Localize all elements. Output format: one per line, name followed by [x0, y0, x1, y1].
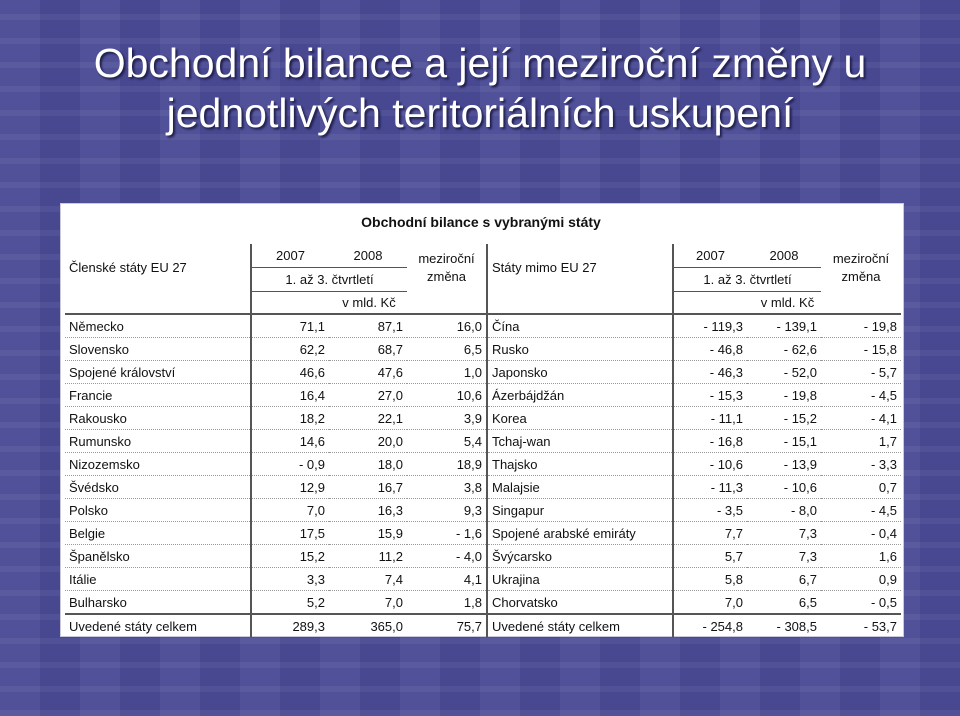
- right-value-change: - 0,5: [821, 591, 901, 615]
- slide-title: [0, 38, 960, 138]
- left-value-2007: 18,2: [251, 407, 329, 430]
- right-value-change: - 4,1: [821, 407, 901, 430]
- right-value-2007: 7,0: [673, 591, 747, 615]
- right-value-change: 0,9: [821, 568, 901, 591]
- left-value-change: 4,1: [407, 568, 487, 591]
- right-value-2007: 7,7: [673, 522, 747, 545]
- right-value-2008: 7,3: [747, 545, 821, 568]
- left-value-2007: 16,4: [251, 384, 329, 407]
- right-total-2008: - 308,5: [747, 614, 821, 637]
- right-country: Ukrajina: [487, 568, 673, 591]
- table-row: [65, 384, 901, 407]
- right-country: Japonsko: [487, 361, 673, 384]
- left-value-change: 6,5: [407, 338, 487, 361]
- table-row: [65, 568, 901, 591]
- left-country: Francie: [65, 384, 251, 407]
- right-country: Chorvatsko: [487, 591, 673, 615]
- left-value-2008: 7,0: [329, 591, 407, 615]
- right-value-2008: - 13,9: [747, 453, 821, 476]
- slide-title-line-1: Obchodní bilance a její meziroční změny u: [93, 40, 867, 86]
- right-value-2008: - 139,1: [747, 314, 821, 338]
- right-value-2007: - 46,8: [673, 338, 747, 361]
- left-value-2007: 3,3: [251, 568, 329, 591]
- left-value-2007: 46,6: [251, 361, 329, 384]
- table-row: [65, 453, 901, 476]
- left-value-2008: 16,7: [329, 476, 407, 499]
- left-period: 1. až 3. čtvrtletí: [251, 268, 407, 292]
- right-country: Singapur: [487, 499, 673, 522]
- left-country: Švédsko: [65, 476, 251, 499]
- right-country: Spojené arabské emiráty: [487, 522, 673, 545]
- right-value-2007: - 16,8: [673, 430, 747, 453]
- table-row: [65, 314, 901, 338]
- left-value-2008: 15,9: [329, 522, 407, 545]
- left-value-2008: 47,6: [329, 361, 407, 384]
- left-value-change: 5,4: [407, 430, 487, 453]
- right-value-2007: - 46,3: [673, 361, 747, 384]
- left-country: Nizozemsko: [65, 453, 251, 476]
- right-value-2007: - 119,3: [673, 314, 747, 338]
- left-value-2008: 16,3: [329, 499, 407, 522]
- left-col-change: meziroční změna: [418, 250, 475, 284]
- left-country: Polsko: [65, 499, 251, 522]
- right-value-2008: - 10,6: [747, 476, 821, 499]
- left-value-change: 3,8: [407, 476, 487, 499]
- table-row: [65, 545, 901, 568]
- left-value-change: 10,6: [407, 384, 487, 407]
- table-row: [65, 522, 901, 545]
- right-value-2008: - 52,0: [747, 361, 821, 384]
- left-value-change: 9,3: [407, 499, 487, 522]
- right-total-label: Uvedené státy celkem: [487, 614, 673, 637]
- right-country: Rusko: [487, 338, 673, 361]
- table-header: [65, 244, 901, 314]
- left-value-2008: 22,1: [329, 407, 407, 430]
- left-value-change: - 4,0: [407, 545, 487, 568]
- right-country: Švýcarsko: [487, 545, 673, 568]
- left-value-2008: 27,0: [329, 384, 407, 407]
- left-value-2007: 5,2: [251, 591, 329, 615]
- left-country: Německo: [65, 314, 251, 338]
- right-value-change: - 4,5: [821, 499, 901, 522]
- right-value-2007: - 3,5: [673, 499, 747, 522]
- right-col-change: meziroční změna: [832, 250, 890, 284]
- table-row: [65, 430, 901, 453]
- right-country: Malajsie: [487, 476, 673, 499]
- left-value-2008: 7,4: [329, 568, 407, 591]
- left-value-change: 1,0: [407, 361, 487, 384]
- left-value-change: 3,9: [407, 407, 487, 430]
- right-country: Čína: [487, 314, 673, 338]
- right-value-2008: - 8,0: [747, 499, 821, 522]
- right-col-2007: 2007: [673, 244, 747, 268]
- right-value-2007: - 15,3: [673, 384, 747, 407]
- left-country: Rumunsko: [65, 430, 251, 453]
- left-value-2007: 12,9: [251, 476, 329, 499]
- table-body: [65, 314, 901, 614]
- right-value-2007: 5,8: [673, 568, 747, 591]
- left-country: Slovensko: [65, 338, 251, 361]
- left-value-2008: 20,0: [329, 430, 407, 453]
- right-value-2008: - 19,8: [747, 384, 821, 407]
- left-value-change: - 1,6: [407, 522, 487, 545]
- left-col-2008: 2008: [329, 244, 407, 268]
- left-country: Belgie: [65, 522, 251, 545]
- left-value-2007: 17,5: [251, 522, 329, 545]
- trade-balance-table-frame: [60, 203, 904, 637]
- right-value-2008: - 15,2: [747, 407, 821, 430]
- right-value-2008: 6,5: [747, 591, 821, 615]
- right-value-2007: 5,7: [673, 545, 747, 568]
- left-total-change: 75,7: [407, 614, 487, 637]
- right-value-change: - 19,8: [821, 314, 901, 338]
- left-value-change: 16,0: [407, 314, 487, 338]
- right-value-change: - 3,3: [821, 453, 901, 476]
- right-value-change: - 0,4: [821, 522, 901, 545]
- left-value-2007: 15,2: [251, 545, 329, 568]
- table-caption: Obchodní bilance s vybranými státy: [361, 214, 601, 230]
- left-value-2007: - 0,9: [251, 453, 329, 476]
- table-row: [65, 591, 901, 615]
- trade-balance-table: [65, 244, 901, 637]
- left-value-change: 18,9: [407, 453, 487, 476]
- left-value-change: 1,8: [407, 591, 487, 615]
- right-group-label: Státy mimo EU 27: [487, 244, 673, 292]
- right-period: 1. až 3. čtvrtletí: [673, 268, 821, 292]
- right-unit: v mld. Kč: [673, 292, 901, 315]
- right-value-change: 1,6: [821, 545, 901, 568]
- right-value-change: 1,7: [821, 430, 901, 453]
- table-row: [65, 499, 901, 522]
- table-row: [65, 361, 901, 384]
- right-value-2008: - 15,1: [747, 430, 821, 453]
- table-totals: [65, 614, 901, 637]
- table-row: [65, 407, 901, 430]
- left-unit: v mld. Kč: [251, 292, 487, 315]
- left-country: Bulharsko: [65, 591, 251, 615]
- right-value-2007: - 10,6: [673, 453, 747, 476]
- left-value-2007: 7,0: [251, 499, 329, 522]
- left-value-2008: 87,1: [329, 314, 407, 338]
- right-value-2007: - 11,1: [673, 407, 747, 430]
- left-col-2007: 2007: [251, 244, 329, 268]
- left-group-label: Členské státy EU 27: [69, 259, 187, 275]
- right-country: Korea: [487, 407, 673, 430]
- left-value-2007: 71,1: [251, 314, 329, 338]
- table-row: [65, 476, 901, 499]
- totals-row: [65, 614, 901, 637]
- right-col-2008: 2008: [747, 244, 821, 268]
- right-country: Thajsko: [487, 453, 673, 476]
- left-country: Spojené království: [65, 361, 251, 384]
- left-total-2007: 289,3: [251, 614, 329, 637]
- right-value-change: - 15,8: [821, 338, 901, 361]
- left-country: Rakousko: [65, 407, 251, 430]
- right-total-change: - 53,7: [821, 614, 901, 637]
- left-total-2008: 365,0: [329, 614, 407, 637]
- right-value-2008: 7,3: [747, 522, 821, 545]
- left-value-2007: 14,6: [251, 430, 329, 453]
- slide-title-line-2: jednotlivých teritoriálních uskupení: [166, 90, 794, 136]
- right-country: Ázerbájdžán: [487, 384, 673, 407]
- right-country: Tchaj-wan: [487, 430, 673, 453]
- left-country: Španělsko: [65, 545, 251, 568]
- right-value-change: - 4,5: [821, 384, 901, 407]
- left-value-2008: 18,0: [329, 453, 407, 476]
- left-country: Itálie: [65, 568, 251, 591]
- left-value-2007: 62,2: [251, 338, 329, 361]
- right-value-2007: - 11,3: [673, 476, 747, 499]
- table-row: [65, 338, 901, 361]
- right-value-change: - 5,7: [821, 361, 901, 384]
- left-total-label: Uvedené státy celkem: [65, 614, 251, 637]
- left-value-2008: 68,7: [329, 338, 407, 361]
- right-value-2008: 6,7: [747, 568, 821, 591]
- right-total-2007: - 254,8: [673, 614, 747, 637]
- right-value-2008: - 62,6: [747, 338, 821, 361]
- right-value-change: 0,7: [821, 476, 901, 499]
- left-value-2008: 11,2: [329, 545, 407, 568]
